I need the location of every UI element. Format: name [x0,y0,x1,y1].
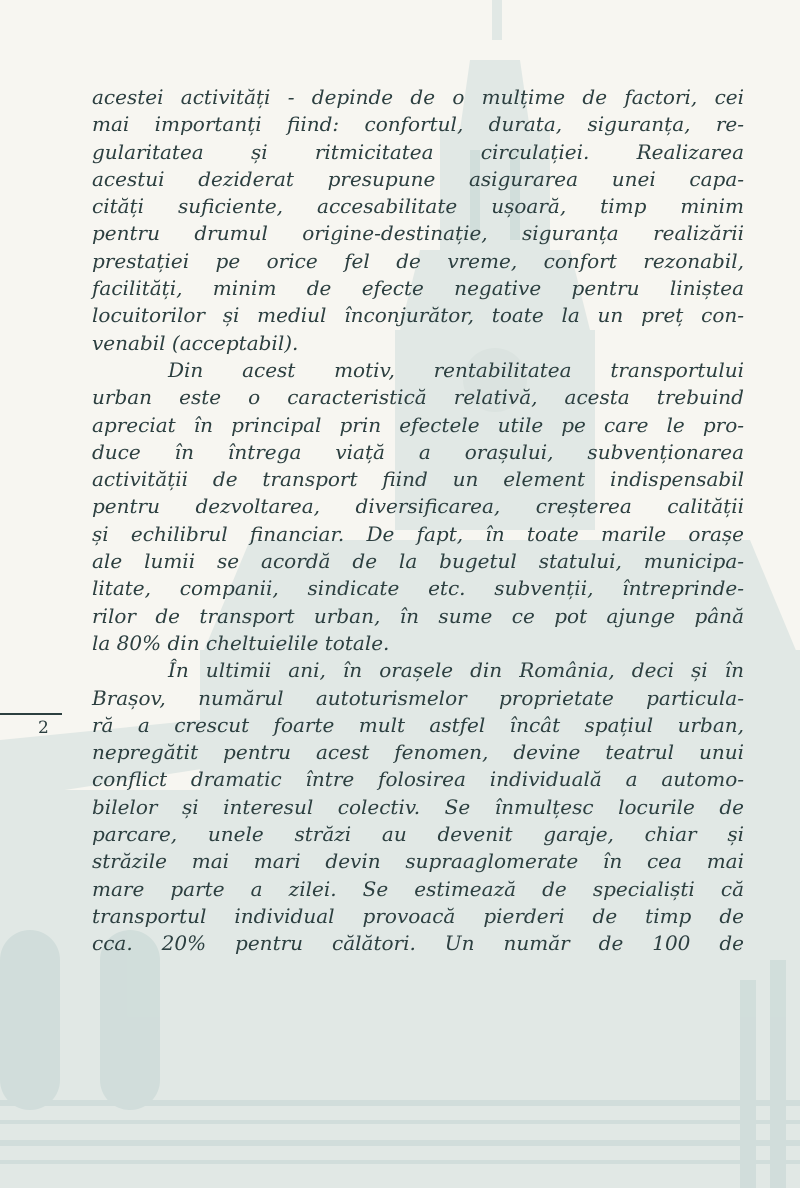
text-line: acestui deziderat presupune asigurarea unei capa- [92,166,744,191]
text-line: pentru drumul origine-destinație, siguranța realizării [92,221,744,246]
text-line: străzile mai mari devin supraaglomerate în cea mai [92,849,744,874]
text-line: duce în întrega viață a orașului, subvenționarea [92,439,744,464]
text-line: gularitatea și ritmicitatea circulației. Realizarea [92,139,744,164]
page-number-rule [0,713,62,715]
text-line: urban este o caracteristică relativă, acesta trebuind [92,385,744,410]
text-line: acestei activități - depinde de o mulțime de factori, cei [92,85,744,109]
text-line: facilități, minim de efecte negative pentru liniștea [92,276,744,301]
text-line: Din acest motiv, rentabilitatea transportului [168,357,744,382]
text-line: transportul individual provoacă pierderi de timp de [92,903,744,928]
body-text [92,84,744,958]
text-line: bilelor și interesul colectiv. Se înmulțesc locurile de [92,794,744,819]
text-line: ale lumii se acordă de la bugetul statului, municipa- [92,549,744,574]
text-line: la 80% din cheltuielile totale. [92,630,390,655]
text-line: ră a crescut foarte mult astfel încât spațiul urban, [92,712,744,737]
page-number: 2 [38,718,49,738]
text-line: apreciat în principal prin efectele utile pe care le pro- [92,412,744,437]
text-line: pentru dezvoltarea, diversificarea, creșterea calității [92,494,744,519]
text-line: În ultimii ani, în orașele din România, deci și în [168,658,744,683]
text-line: parcare, unele străzi au devenit garaje, chiar și [92,822,744,847]
text-line: rilor de transport urban, în sume ce pot ajunge până [92,603,744,628]
text-line: mai importanți fiind: confortul, durata, siguranța, re- [92,112,744,137]
text-line: activității de transport fiind un element indispensabil [92,467,744,492]
text-line: Brașov, numărul autoturismelor proprietate particula- [92,685,744,710]
text-line: prestației pe orice fel de vreme, confort rezonabil, [92,248,744,273]
text-line: cități suficiente, accesabilitate ușoară, timp minim [92,194,744,219]
text-line: cca. 20% pentru călători. Un număr de 100 de [92,931,744,956]
text-line: locuitorilor și mediul înconjurător, toate la un preț con- [92,303,744,328]
text-line: nepregătit pentru acest fenomen, devine teatrul unui [92,740,744,765]
text-line: venabil (acceptabil). [92,330,299,355]
text-line: mare parte a zilei. Se estimează de specialiști că [92,876,744,901]
text-line: conflict dramatic între folosirea individuală a automo- [92,767,744,792]
text-line: și echilibrul financiar. De fapt, în toate marile orașe [92,521,744,546]
text-line: litate, companii, sindicate etc. subvenții, întreprinde- [92,576,744,601]
